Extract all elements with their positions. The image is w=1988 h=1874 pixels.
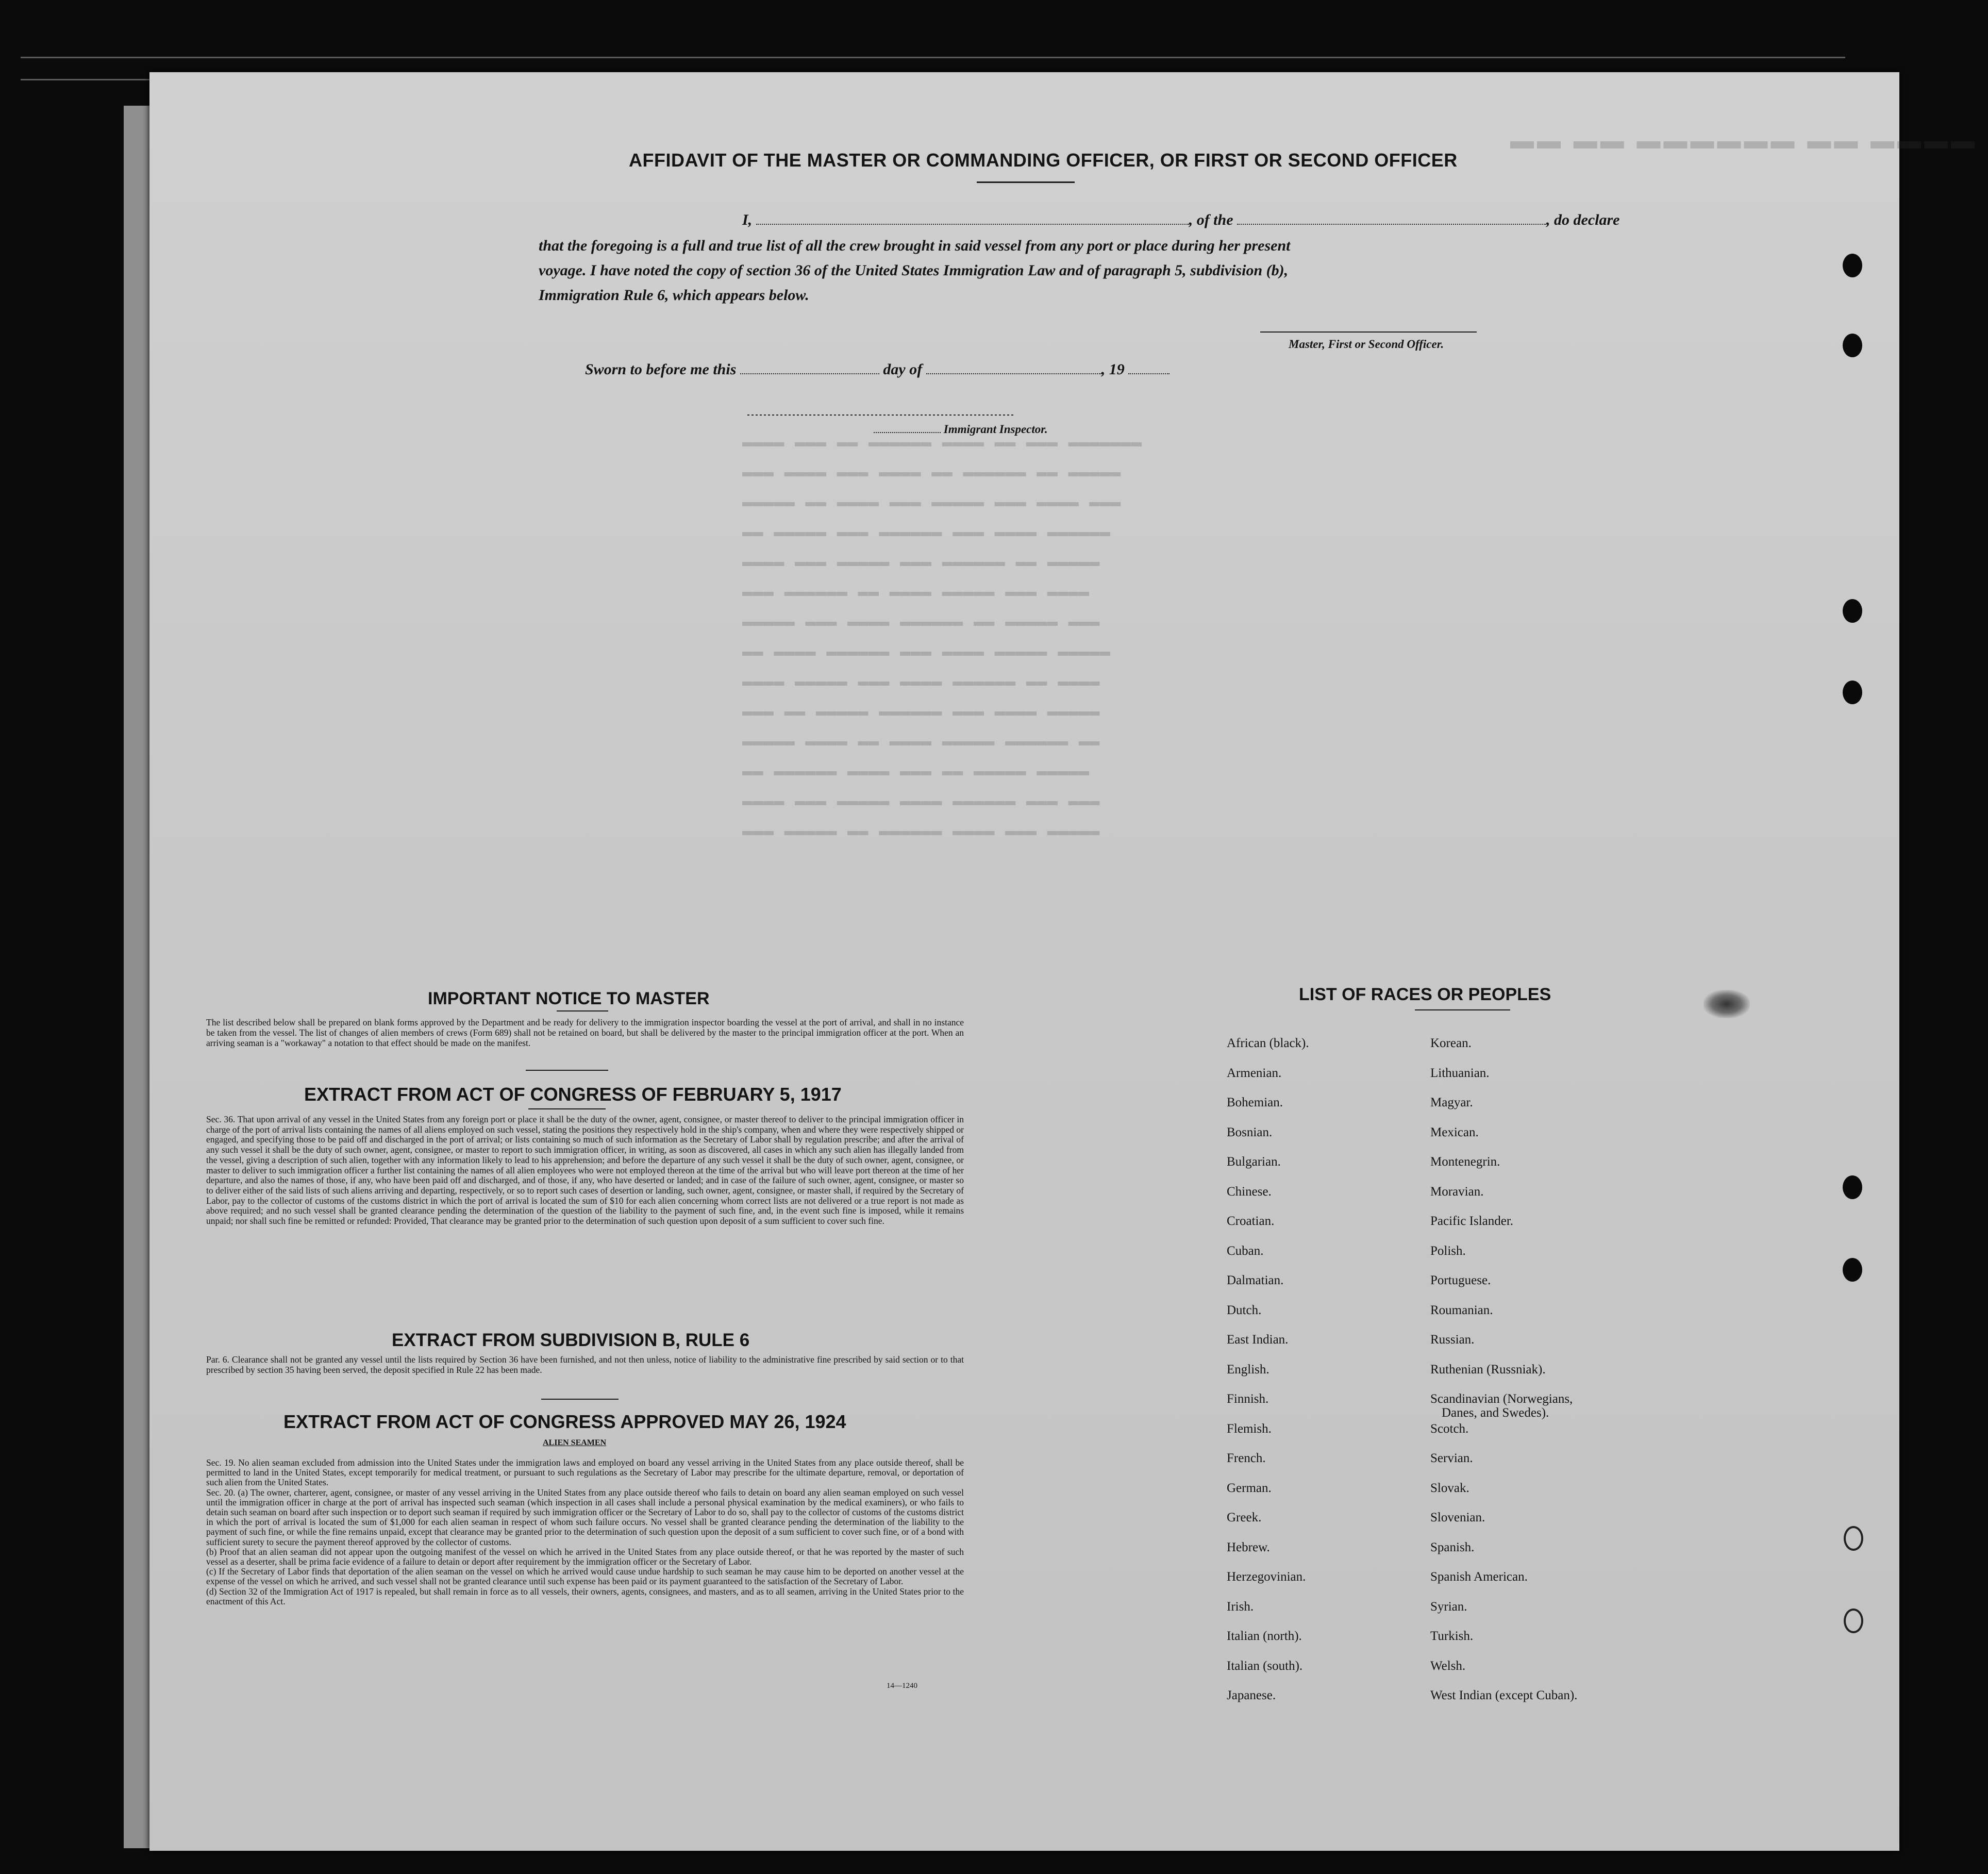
race-item: Turkish. xyxy=(1430,1629,1474,1643)
extract-1924-heading: EXTRACT FROM ACT OF CONGRESS APPROVED MAY 26, 1924 xyxy=(283,1411,846,1432)
races-column-1 xyxy=(1227,1036,1309,1718)
sec20c-text: (c) If the Secretary of Labor finds that deportation of the alien seaman on the vessel on which he arrived would cause undue hardship to such seaman he may cause him to be deported on another vessel at the expense of the vessel on which he arrived, and such vessel shall not be granted clearance until such expense has been paid or its payment guaranteed to the satisfaction of the Secretary of Labor. xyxy=(206,1566,964,1587)
race-item: Polish. xyxy=(1430,1243,1466,1258)
extract-1924-subheading: ALIEN SEAMEN xyxy=(543,1438,607,1447)
race-item: Hebrew. xyxy=(1227,1540,1270,1554)
punch-hole xyxy=(1843,1175,1862,1199)
extract-1924-rule-top xyxy=(541,1399,619,1400)
race-item: Bohemian. xyxy=(1227,1096,1283,1109)
punch-hole xyxy=(1844,1608,1863,1633)
sec20d-text: (d) Section 32 of the Immigration Act of 1917 is repealed, but shall remain in force as to all vessels, their owners, agents, consignees, and masters, and as to all seamen, arriving in the United States prior to the enactment of this Act. xyxy=(206,1586,964,1606)
punch-hole xyxy=(1843,334,1862,357)
inspector-signature-line[interactable] xyxy=(747,414,1015,416)
race-item: Flemish. xyxy=(1227,1421,1272,1436)
vessel-blank[interactable] xyxy=(1237,212,1546,225)
ink-smudge xyxy=(1703,990,1750,1018)
race-item xyxy=(1430,1392,1577,1422)
sec20b-text: (b) Proof that an alien seaman did not appear upon the outgoing manifest of the vessel on which he arrived in the United States from any place outside thereof, or that he was reported by the master of such vessel as a deserter, shall be prima facie evidence of a failure to detain or deport after requirement by the immigration officer or the Secretary of Labor. xyxy=(206,1546,964,1567)
race-item: German. xyxy=(1227,1481,1272,1495)
affidavit-declaration-line xyxy=(742,211,1866,229)
race-item: English. xyxy=(1227,1362,1269,1377)
race-item: Scotch. xyxy=(1430,1421,1469,1436)
form-number: 14—1240 xyxy=(887,1682,917,1690)
name-blank[interactable] xyxy=(756,212,1189,225)
affidavit-title-rule xyxy=(977,181,1075,183)
affidavit-line-4: Immigration Rule 6, which appears below. xyxy=(539,287,809,304)
master-signature-label: Master, First or Second Officer. xyxy=(1289,338,1444,351)
races-heading: LIST OF RACES OR PEOPLES xyxy=(1299,985,1551,1004)
punch-hole xyxy=(1843,1258,1862,1282)
race-item: Croatian. xyxy=(1227,1214,1275,1228)
race-item: Bosnian. xyxy=(1227,1125,1273,1139)
race-item: Greek. xyxy=(1227,1511,1262,1524)
affidavit-title: AFFIDAVIT OF THE MASTER OR COMMANDING OFFICER, OR FIRST OR SECOND OFFICER xyxy=(629,150,1458,171)
punch-hole xyxy=(1843,599,1862,623)
sworn-day-of: day of xyxy=(883,361,923,378)
bleed-through-lines: ▬▬▬▬ ▬▬▬ ▬▬ ▬▬▬▬▬▬ ▬▬▬▬ ▬▬ ▬▬▬ ▬▬▬▬▬▬▬ ▬▬▬ ▬▬▬▬ ▬▬▬ ▬▬▬▬ ▬▬ ▬▬▬▬▬▬ ▬▬ ▬▬▬▬▬ ▬▬▬▬▬ ▬▬ ▬▬▬▬ ▬▬▬ ▬▬▬▬▬ ▬▬▬ ▬▬▬▬ ▬▬▬ ▬▬ ▬▬▬▬▬ ▬▬▬ ▬▬▬▬▬▬ ▬▬▬ ▬▬▬▬ ▬▬▬▬▬▬ ▬▬▬▬ ▬▬▬ ▬▬▬▬▬ ▬▬▬ ▬▬▬▬▬▬ ▬▬ ▬▬▬▬▬ ▬▬▬ ▬▬▬▬▬▬ ▬▬ ▬▬▬▬ ▬▬▬▬▬ ▬▬▬ ▬▬▬▬ ▬▬▬▬▬ ▬▬▬ ▬▬▬▬ ▬▬▬▬▬▬ ▬▬ ▬▬▬▬▬ ▬▬▬ ▬▬ ▬▬▬▬ ▬▬▬▬▬▬ ▬▬▬ ▬▬▬▬ ▬▬▬▬▬ ▬▬▬▬▬ ▬▬▬▬ ▬▬▬▬▬ ▬▬▬ ▬▬▬▬ ▬▬▬▬▬▬ ▬▬ ▬▬▬▬ ▬▬▬ ▬▬ ▬▬▬▬▬ ▬▬▬▬▬▬ ▬▬▬ ▬▬▬▬ ▬▬▬▬▬ ▬▬▬▬▬ ▬▬▬▬ ▬▬ ▬▬▬▬ ▬▬▬▬▬ ▬▬▬▬▬▬ ▬▬ ▬▬ ▬▬▬▬▬▬ ▬▬▬▬ ▬▬▬ ▬▬ ▬▬▬▬▬ ▬▬▬▬▬ ▬▬▬▬ ▬▬▬ ▬▬▬▬▬ ▬▬▬▬ ▬▬▬▬▬▬ ▬▬▬ ▬▬▬ ▬▬▬ ▬▬▬▬▬ ▬▬ ▬▬▬▬▬▬ ▬▬▬▬ ▬▬▬ ▬▬▬▬▬ xyxy=(742,433,1142,841)
extract-1917-heading: EXTRACT FROM ACT OF CONGRESS OF FEBRUARY 5, 1917 xyxy=(304,1084,842,1105)
race-item: Magyar. xyxy=(1430,1096,1473,1109)
extract-1924-body xyxy=(206,1458,964,1606)
notice-heading: IMPORTANT NOTICE TO MASTER xyxy=(428,989,710,1008)
affidavit-i: I, xyxy=(742,211,753,228)
sworn-year: , 19 xyxy=(1101,361,1125,378)
sworn-day-blank[interactable] xyxy=(740,362,879,374)
race-item: East Indian. xyxy=(1227,1333,1289,1347)
race-item: Syrian. xyxy=(1430,1599,1467,1614)
race-item: Spanish American. xyxy=(1430,1570,1528,1584)
race-item: Slovak. xyxy=(1430,1481,1469,1495)
race-item: Ruthenian (Russniak). xyxy=(1430,1362,1546,1377)
inspector-label: Immigrant Inspector. xyxy=(943,423,1048,436)
race-item: Spanish. xyxy=(1430,1540,1475,1554)
race-item: West Indian (except Cuban). xyxy=(1430,1688,1578,1702)
race-item: Montenegrin. xyxy=(1430,1155,1500,1169)
race-item-scandinavian-cont: Danes, and Swedes). xyxy=(1442,1406,1549,1420)
affidavit-of-the: , of the xyxy=(1189,211,1233,228)
race-item: Russian. xyxy=(1430,1333,1475,1347)
race-item: Pacific Islander. xyxy=(1430,1214,1514,1228)
race-item: Lithuanian. xyxy=(1430,1066,1490,1080)
race-item: Portuguese. xyxy=(1430,1273,1491,1287)
sec20a-text: Sec. 20. (a) The owner, charterer, agent, consignee, or master of any vessel arriving in the United States from any place outside thereof who fails to detain on board any alien seaman employed on such vessel until the immigration officer in charge at the port of arrival has inspected such seaman (which inspection in all cases shall include a personal physical examination by the medical examiners), or who fails to detain such seaman on board after such inspection or to deport such seaman if required by such immigration officer or the Secretary of Labor to do so, shall pay to the collector of customs of the customs district in which the port of arrival is located the sum of $1,000 for each alien seaman in respect of whom such failure occurs. No vessel shall be granted clearance pending the determination of the liability to the payment of such fine, or while the fine remains unpaid, except that clearance may be granted prior to the determination of such question upon the deposit of a sum sufficient to cover such fine, or of a bond with sufficient surety to secure the payment thereof approved by the collector of customs. xyxy=(206,1487,964,1547)
extract-1917-rule-top xyxy=(526,1070,608,1071)
race-item-scandinavian: Scandinavian (Norwegians, xyxy=(1430,1392,1573,1406)
extract-1917-body: Sec. 36. That upon arrival of any vessel in the United States from any foreign port or place it shall be the duty of the owner, agent, consignee, or master thereof to deliver to the principal immigration officer in charge of the port of arrival lists containing the names of all aliens employed on such vessel, stating the positions they respectively hold in the ship's company, when and where they were respectively shipped or engaged, and specifying those to be paid off and discharged in the port of arrival; or lists containing so much of such information as the Secretary of Labor shall by regulation prescribe; and after the arrival of any such vessel it shall be the duty of such owner, agent, consignee, or master to report to such immigration officer, in writing, as soon as discovered, all cases in which any such alien has illegally landed from the vessel, giving a description of such alien, together with any information likely to lead to his apprehension; and before the departure of any such vessel it shall be the duty of such owner, agent, consignee, or master to deliver to such immigration officer a further list containing the names of all alien employees who were not employed thereon at the time of the arrival but who will leave port thereon at the time of her departure, and also the names of those, if any, who have been paid off and discharged, and of those, if any, who have deserted or landed; and in case of the failure of such owner, agent, consignee, or master so to deliver either of the said lists of such aliens arriving and departing, respectively, or so to report such cases of desertion or landing, such owner, agent, consignee, or master shall, if required by the Secretary of Labor, pay to the collector of customs of the customs district in which the port of arrival is located the sum of $10 for each alien concerning whom correct lists are not delivered or a true report is not made as above required; and no such vessel shall be granted clearance pending the determination of the question of the liability to the payment of such fine, and, in the event such fine is imposed, while it remains unpaid; nor shall such fine be remitted or refunded: Provided, That clearance may be granted prior to the determination of such question upon deposit of a sum sufficient to cover such fine. xyxy=(206,1114,964,1226)
extract-1917-rule xyxy=(528,1108,606,1109)
race-item: Irish. xyxy=(1227,1599,1254,1614)
notice-rule xyxy=(557,1010,608,1011)
notice-body: The list described below shall be prepared on blank forms approved by the Department and be ready for delivery to the immigration inspector boarding the vessel at the port of arrival, and shall in no instance be taken from the vessel. The list of changes of alien members of crews (Form 689) shall not be retained on board, but shall be delivered by the master to the principal immigration officer at the port. When an arriving seaman is a "workaway" a notation to that effect should be made on the manifest. xyxy=(206,1017,964,1048)
race-item: Moravian. xyxy=(1430,1184,1484,1199)
race-item: Slovenian. xyxy=(1430,1511,1485,1524)
sworn-line xyxy=(585,361,1709,378)
race-item: Chinese. xyxy=(1227,1184,1272,1199)
race-item: Bulgarian. xyxy=(1227,1155,1281,1169)
race-item: Cuban. xyxy=(1227,1243,1264,1258)
affidavit-line-2: that the foregoing is a full and true list of all the crew brought in said vessel from any port or place during her present xyxy=(539,237,1291,254)
affidavit-declare: , do declare xyxy=(1546,211,1620,228)
master-signature-line[interactable] xyxy=(1260,331,1477,333)
sworn-year-blank[interactable] xyxy=(1128,362,1170,374)
race-item: Italian (north). xyxy=(1227,1629,1302,1643)
inspector-signature-label xyxy=(874,423,1048,436)
races-column-2 xyxy=(1430,1036,1577,1718)
race-item: Roumanian. xyxy=(1430,1303,1493,1317)
race-item: Dalmatian. xyxy=(1227,1273,1284,1287)
punch-hole xyxy=(1843,681,1862,704)
race-item: Welsh. xyxy=(1430,1659,1466,1673)
race-item: Finnish. xyxy=(1227,1392,1269,1406)
race-item: Herzegovinian. xyxy=(1227,1570,1306,1584)
race-item: African (black). xyxy=(1227,1036,1309,1050)
race-item: Servian. xyxy=(1430,1451,1473,1465)
document-page xyxy=(149,72,1978,1851)
extract-rule6-body: Par. 6. Clearance shall not be granted any vessel until the lists required by Section 36 have been furnished, and not then unless, notice of liability to the administrative fine prescribed by said section or to that prescribed by section 35 having been served, the deposit specified in Rule 22 has been made. xyxy=(206,1354,964,1375)
race-item: Armenian. xyxy=(1227,1066,1282,1080)
punch-hole xyxy=(1844,1526,1863,1551)
race-item: Mexican. xyxy=(1430,1125,1479,1139)
race-item: Japanese. xyxy=(1227,1688,1276,1702)
race-item: Dutch. xyxy=(1227,1303,1262,1317)
extract-rule6-heading: EXTRACT FROM SUBDIVISION B, RULE 6 xyxy=(392,1330,750,1350)
bleed-through-title: ▬▬ ▬▬ ▬▬▬▬▬▬ ▬▬ ▬▬▬▬ xyxy=(1510,127,1978,154)
race-item: Korean. xyxy=(1430,1036,1472,1050)
punch-hole xyxy=(1843,254,1862,277)
race-item: French. xyxy=(1227,1451,1266,1465)
affidavit-line-3: voyage. I have noted the copy of section 36 of the United States Immigration Law and of paragraph 5, subdivision (b), xyxy=(539,262,1289,279)
race-item: Italian (south). xyxy=(1227,1659,1303,1673)
sworn-month-blank[interactable] xyxy=(926,362,1101,374)
inspector-blank[interactable] xyxy=(874,425,941,433)
races-rule xyxy=(1415,1009,1510,1010)
sec19-text: Sec. 19. No alien seaman excluded from admission into the United States under the immigration laws and employed on board any vessel arriving in the United States from any place outside thereof, shall be permitted to land in the United States, except temporarily for medical treatment, or pursuant to such regulations as the Secretary of Labor may prescribe for the ultimate departure, removal, or deportation of such alien from the United States. xyxy=(206,1457,964,1488)
sworn-label: Sworn to before me this xyxy=(585,361,737,378)
